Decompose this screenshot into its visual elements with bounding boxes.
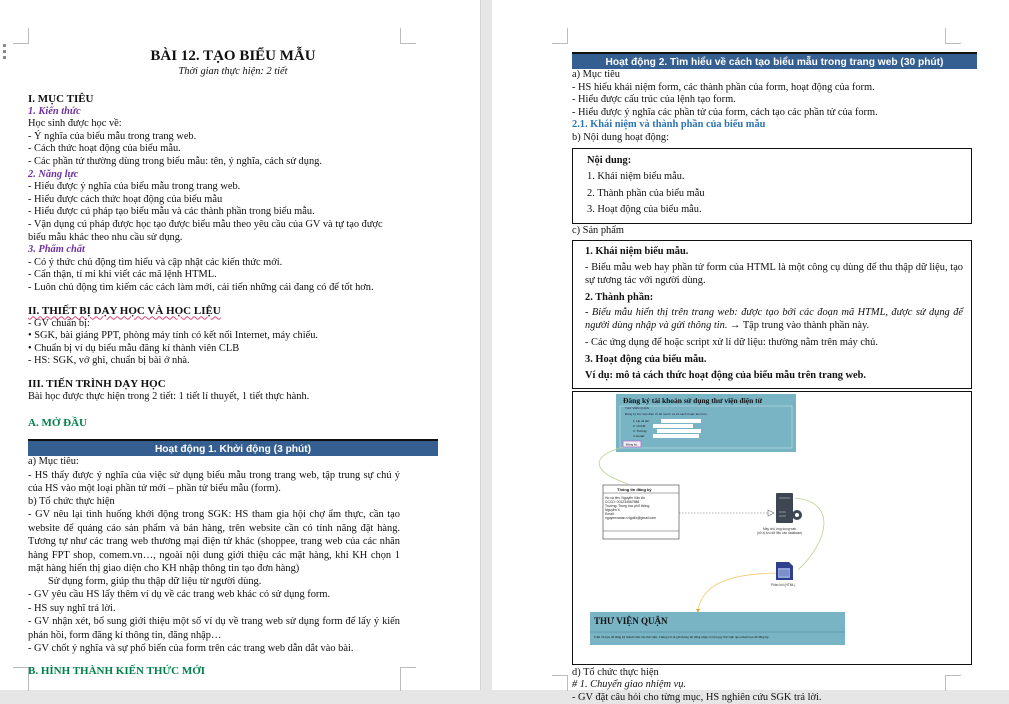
- svg-text:CCCD: 001234567888: CCCD: 001234567888: [605, 499, 640, 504]
- server-icon: [776, 493, 802, 523]
- list-item: 2. Thành phần của biểu mẫu: [587, 187, 705, 199]
- list-item: - HS hiểu khái niệm form, các thành phần của form, hoạt động của form.: [572, 81, 875, 93]
- svg-text:(xử lý lưu dữ liệu vào databas: (xử lý lưu dữ liệu vào database): [757, 530, 803, 535]
- box-heading: 1. Khái niệm biểu mẫu.: [585, 246, 689, 258]
- list-item: - Các phần tử thường dùng trong biểu mẫu: tên, ý nghĩa, cách sử dụng.: [28, 155, 322, 167]
- list-item: - Hiểu được cấu trúc của lệnh tạo form.: [572, 94, 736, 106]
- content-box: [572, 148, 972, 224]
- svg-text:Email:: Email:: [605, 511, 615, 516]
- svg-text:3. Trường:: 3. Trường:: [633, 428, 648, 433]
- box-heading: 2. Thành phần:: [585, 291, 654, 303]
- label: d) Tổ chức thực hiện: [572, 666, 659, 678]
- svg-text:2. CCCD:: 2. CCCD:: [633, 423, 646, 428]
- svg-text:THƯ VIỆN QUẬN: THƯ VIỆN QUẬN: [594, 615, 668, 626]
- list-item: 1. Khái niệm biểu mẫu.: [587, 171, 685, 183]
- list-item: - Cẩn thận, tỉ mỉ khi viết các mã lệnh HTML.: [28, 269, 217, 281]
- paragraph: Học sinh được học về:: [28, 118, 122, 130]
- svg-text:Máy chủ ứng dụng web: Máy chủ ứng dụng web: [763, 526, 797, 531]
- margin-corner-mark: [552, 28, 568, 44]
- paragraph: - Biểu mẫu web hay phần tử form của HTML là một công cụ dùng để thu thập dữ liệu, tạo sự tương tác với người dùng.: [585, 261, 963, 286]
- list-item: - HS suy nghĩ trả lời.: [28, 602, 116, 614]
- document-page-2: [492, 0, 1009, 703]
- svg-text:Phản hồi (HTML): Phản hồi (HTML): [771, 582, 796, 587]
- list-item: - GV chuẩn bị:: [28, 317, 90, 329]
- paragraph: Sử dụng form, giúp thu thập dữ liệu từ người dùng.: [48, 575, 262, 587]
- list-item: 3. Hoạt động của biểu mẫu.: [587, 204, 702, 216]
- subheading-competence: 2. Năng lực: [28, 168, 79, 180]
- margin-corner-mark: [13, 28, 29, 44]
- label: c) Sản phẩm: [572, 224, 624, 236]
- drag-handle-icon[interactable]: [3, 44, 7, 62]
- paragraph: - HS thấy được ý nghĩa của việc sử dụng biểu mẫu trong trang web, tập trung sự chú ý của HS vào một loại phần tử mới – phần tử biểu mẫu (form).: [28, 469, 400, 495]
- activity-banner-1: Hoạt động 1. Khởi động (3 phút): [28, 439, 438, 456]
- part-heading-a: A. MỞ ĐẦU: [28, 417, 87, 430]
- activity-banner-2: Hoạt động 2. Tìm hiểu về cách tạo biểu mẫu trong trang web (30 phút): [572, 52, 977, 69]
- section-heading-process: III. TIẾN TRÌNH DẠY HỌC: [28, 377, 166, 390]
- svg-text:THƯ VIỆN QUẬN: THƯ VIỆN QUẬN: [625, 405, 649, 410]
- italic-text: - Biểu mẫu hiển thị trên trang web: được tạo bởi các đoạn mã HTML, được sử dụng để người dùng nhập và gửi thông tin.: [585, 307, 963, 332]
- svg-text:Thông tin đăng ký: Thông tin đăng ký: [617, 486, 652, 492]
- paragraph: - GV đặt câu hỏi cho từng mục, HS nghiên cứu SGK trả lời.: [572, 691, 822, 703]
- subheading-concept: 2.1. Khái niệm và thành phần của biểu mẫu: [572, 119, 766, 131]
- label: a) Mục tiêu: [572, 69, 620, 80]
- lesson-duration: Thời gian thực hiện: 2 tiết: [178, 66, 288, 77]
- subheading-quality: 3. Phẩm chất: [28, 244, 85, 256]
- page-2-body[interactable]: [572, 52, 990, 704]
- list-item: - Hiểu được cách thức hoạt động của biểu mẫu: [28, 193, 223, 205]
- label: a) Mục tiêu:: [28, 456, 79, 468]
- list-item: - GV yêu cầu HS lấy thêm ví dụ về các trang web khác có sử dụng form.: [28, 589, 331, 601]
- margin-corner-mark: [13, 667, 29, 691]
- arrow-note: → Tập trung vào thành phần này.: [727, 320, 870, 332]
- label: b) Tổ chức thực hiện: [28, 495, 115, 507]
- paragraph: - Các ứng dụng để hoặc script xử lí dữ liệu: thường nằm trên máy chủ.: [585, 337, 878, 349]
- box-heading: 3. Hoạt động của biểu mẫu.: [585, 353, 707, 365]
- list-item: - GV chốt ý nghĩa và sự phổ biến của form trên các trang web dẫn dắt vào bài.: [28, 643, 354, 655]
- box-heading: Ví dụ: mô tả cách thức hoạt động của biểu mẫu trên trang web.: [585, 370, 867, 382]
- list-item: - Cách thức hoạt động của biểu mẫu.: [28, 143, 181, 155]
- list-item: - Vận dụng cú pháp được học tạo được biểu mẫu theo yêu cầu của GV và tự tạo được biểu mẫu khác theo nhu cầu sử dụng.: [28, 218, 383, 243]
- svg-text:4. Email:: 4. Email:: [633, 433, 645, 438]
- margin-corner-mark: [552, 675, 568, 691]
- svg-text:Cảm ơn bạn đã đăng ký thành vi: Cảm ơn bạn đã đăng ký thành viên của thư viện. Chúng tôi sẽ gửi thông tin đăng nhập và nội quy thư viện qua email bạn đã đăng ký.: [594, 634, 770, 639]
- margin-corner-mark: [945, 28, 961, 44]
- product-box: [572, 240, 972, 389]
- list-item: - Luôn chủ động tìm kiếm các cách làm mới, cải tiến những cái đang có để tốt hơn.: [28, 281, 374, 293]
- svg-text:nguyenvanan.v4golfz@gmail.com: nguyenvanan.v4golfz@gmail.com: [605, 515, 656, 520]
- lesson-title: BÀI 12. TẠO BIỂU MẪU: [150, 48, 316, 64]
- svg-text:Đăng ký: Đăng ký: [626, 442, 638, 447]
- list-item: - Ý nghĩa của biểu mẫu trong trang web.: [28, 130, 197, 142]
- list-item: - Hiểu được ý nghĩa của biểu mẫu trong trang web.: [28, 181, 241, 193]
- form-workflow-figure: [572, 391, 972, 665]
- svg-text:Đăng ký thư viện điện tử để mư: Đăng ký thư viện điện tử để mượn và trả sách thuận tiện hơn.: [625, 411, 708, 416]
- margin-corner-mark: [400, 28, 416, 44]
- list-item: • SGK, bài giảng PPT, phòng máy tính có kết nối Internet, máy chiếu.: [28, 330, 319, 342]
- part-heading-b: B. HÌNH THÀNH KIẾN THỨC MỚI: [28, 664, 206, 677]
- section-heading-equipment: II. THIẾT BỊ DẠY HỌC VÀ HỌC LIỆU: [28, 304, 221, 317]
- paragraph: [585, 306, 963, 332]
- section-heading-objectives: I. MỤC TIÊU: [28, 92, 94, 105]
- list-item: - HS: SGK, vở ghi, chuẩn bị bài ở nhà.: [28, 355, 190, 367]
- list-item: - Có ý thức chủ động tìm hiểu và cập nhật các kiến thức mới.: [28, 256, 283, 268]
- list-item: • Chuẩn bị ví dụ biểu mẫu đăng kí thành viên CLB: [28, 342, 240, 354]
- list-item: - GV nhận xét, bổ sung giới thiệu một số ví dụ về trang web sử dụng form để lấy ý kiến phản hồi, form đăng kí thông tin, đăng nhập…: [28, 616, 400, 641]
- form-workflow-diagram: [573, 392, 973, 666]
- document-page-1: [0, 0, 480, 690]
- svg-text:1. Họ và tên:: 1. Họ và tên:: [633, 418, 651, 423]
- list-item: - Hiểu được cú pháp tạo biểu mẫu và các thành phần trong biểu mẫu.: [28, 206, 315, 218]
- task-heading: # 1. Chuyển giao nhiệm vụ.: [572, 679, 686, 691]
- page-1-body[interactable]: [28, 48, 438, 677]
- page-gap: [480, 0, 492, 690]
- label: b) Nội dung hoạt động:: [572, 131, 669, 143]
- html-document-icon: [776, 562, 793, 580]
- svg-text:Đăng ký tài khoản sử dụng thư: Đăng ký tài khoản sử dụng thư viện điện tử: [623, 395, 763, 405]
- paragraph: Bài học được thực hiện trong 2 tiết: 1 tiết lí thuyết, 1 tiết thực hành.: [28, 390, 310, 402]
- svg-text:Nguyễn X: Nguyễn X: [605, 507, 620, 512]
- paragraph: - GV nêu lại tình huống khởi động trong SGK: HS tham gia hội chợ ẩm thực, cần tạo website để quảng cáo sản phẩm và bán hàng, trên website cần có tính năng đặt hàng. Tương tự như các trang web thương mại điện tử khác (shoppee, trang web của các nhãn hàng FPT shop, comem.vn…, ngoài nội dung giới thiệu các mặt hàng, khi KH chọn 1 mặt hàng hiển thị giao diện cho KH nhập thông tin tạo đơn hàng): [28, 509, 400, 575]
- svg-text:Họ và tên: Nguyễn Văn An: Họ và tên: Nguyễn Văn An: [605, 495, 645, 500]
- box-title: Nội dung:: [587, 154, 632, 166]
- subheading-knowledge: 1. Kiến thức: [28, 105, 81, 117]
- list-item: - Hiểu được ý nghĩa các phần tử của form, cách tạo các phần tử của form.: [572, 106, 878, 118]
- svg-text:Trường: Trung học phổ thông: Trường: Trung học phổ thông: [605, 503, 650, 508]
